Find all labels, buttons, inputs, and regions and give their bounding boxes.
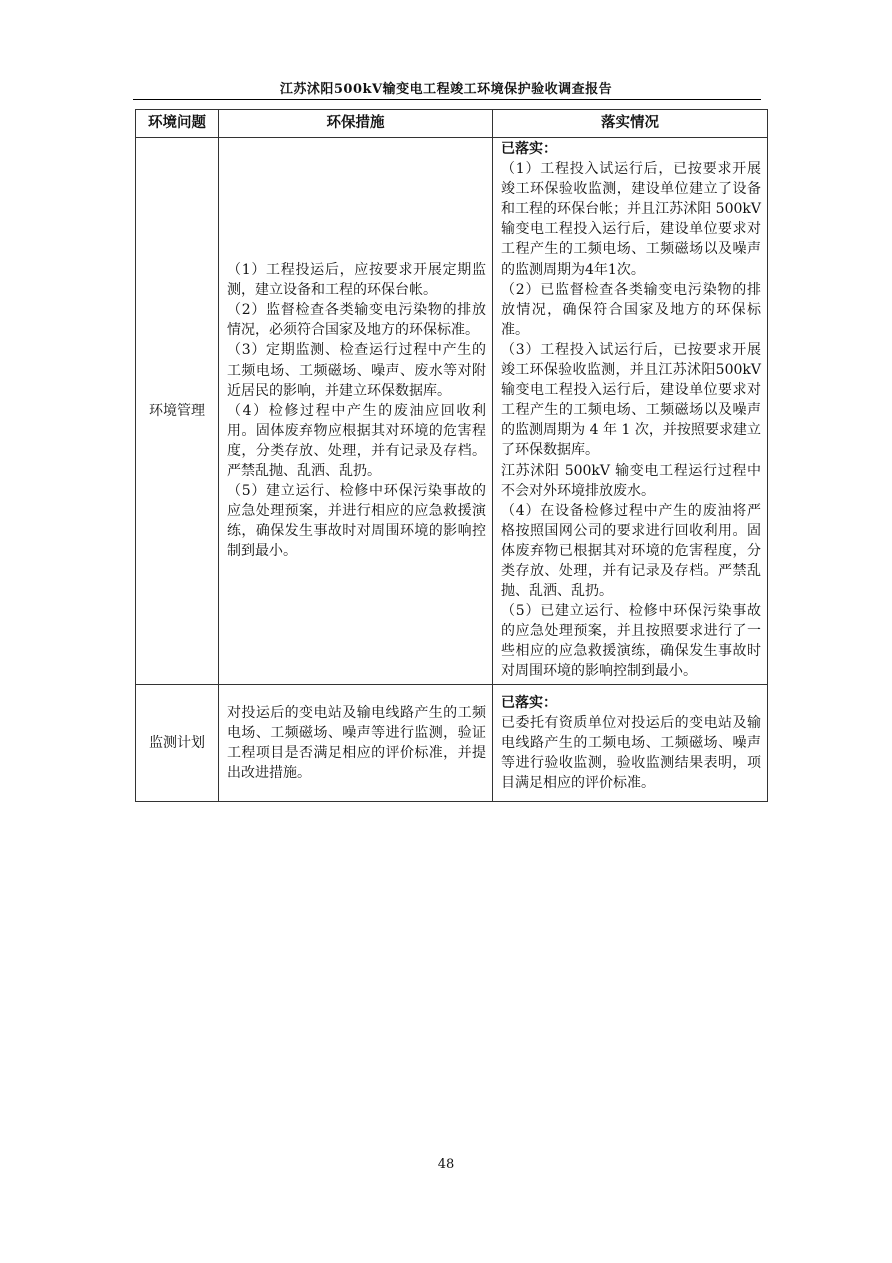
measure-item: （1）工程投运后，应按要求开展定期监测，建立设备和工程的环保台帐。 xyxy=(227,262,486,299)
status-item: 已委托有资质单位对投运后的变电站及输电线路产生的工频电场、工频磁场、噪声等进行验收监测，验收监测结果表明，项目满足相应的评价标准。 xyxy=(501,714,761,791)
measure-item: 对投运后的变电站及输电线路产生的工频电场、工频磁场、噪声等进行监测，验证工程项目是否满足相应的评价标准，并提出改进措施。 xyxy=(227,704,486,781)
status-item: 江苏沭阳 500kV 输变电工程运行过程中不会对外环境排放废水。 xyxy=(501,462,761,499)
table-header-row xyxy=(136,110,768,138)
measure-item: （4）检修过程中产生的废油应回收利用。固体废弃物应根据其对环境的危害程度，分类存放、处理，并有记录及存档。严禁乱抛、乱洒、乱扔。 xyxy=(227,402,486,479)
status-item: （3）工程投入试运行后，已按要求开展竣工环保验收监测，并且江苏沭阳500kV 输变电工程投入运行后，建设单位要求对工程产生的工频电场、工频磁场以及噪声的监测周期为 4 年 1 次，并按照要求建立了环保数据库。 xyxy=(501,341,761,459)
column-header-measures: 环保措施 xyxy=(219,110,493,138)
status-cell xyxy=(493,138,768,685)
measures-cell xyxy=(219,684,493,801)
page-number: 48 xyxy=(437,1157,455,1172)
status-cell xyxy=(493,684,768,801)
measures-cell xyxy=(219,138,493,685)
status-item: （4）在设备检修过程中产生的废油将严格按照国网公司的要求进行回收利用。固体废弃物已根据其对环境的危害程度，分类存放、处理，并有记录及存档。严禁乱抛、乱洒、乱扔。 xyxy=(501,502,761,600)
column-header-issue: 环境问题 xyxy=(136,110,219,138)
header-rule xyxy=(133,99,761,100)
status-item: （5）已建立运行、检修中环保污染事故的应急处理预案，并且按照要求进行了一些相应的应急救援演练，确保发生事故时对周围环境的影响控制到最小。 xyxy=(501,603,761,680)
column-header-status: 落实情况 xyxy=(493,110,768,138)
table-row-monitoring-plan xyxy=(136,684,768,801)
environmental-measures-table xyxy=(135,109,768,802)
status-item: （2）已监督检查各类输变电污染物的排放情况，确保符合国家及地方的环保标准。 xyxy=(501,281,761,338)
status-label: 已落实： xyxy=(501,694,557,711)
issue-cell: 监测计划 xyxy=(136,684,219,801)
measure-item: （5）建立运行、检修中环保污染事故的应急处理预案，并进行相应的应急救援演练，确保发生事故时对周围环境的影响控制到最小。 xyxy=(227,483,486,560)
page-header-title: 江苏沭阳500kV输变电工程竣工环境保护验收调查报告 xyxy=(279,82,613,97)
status-label: 已落实： xyxy=(501,141,557,157)
table-row-environment-management xyxy=(136,138,768,685)
status-item: （1）工程投入试运行后，已按要求开展竣工环保验收监测，建设单位建立了设备和工程的环保台帐；并且江苏沭阳 500kV 输变电工程投入运行后，建设单位要求对工程产生的工频电场、工频磁场以及噪声的监测周期为4年1次。 xyxy=(501,161,761,278)
issue-cell: 环境管理 xyxy=(136,138,219,685)
measure-item: （2）监督检查各类输变电污染物的排放情况，必须符合国家及地方的环保标准。 xyxy=(227,302,486,339)
measure-item: （3）定期监测、检查运行过程中产生的工频电场、工频磁场、噪声、废水等对附近居民的影响，并建立环保数据库。 xyxy=(227,342,486,399)
